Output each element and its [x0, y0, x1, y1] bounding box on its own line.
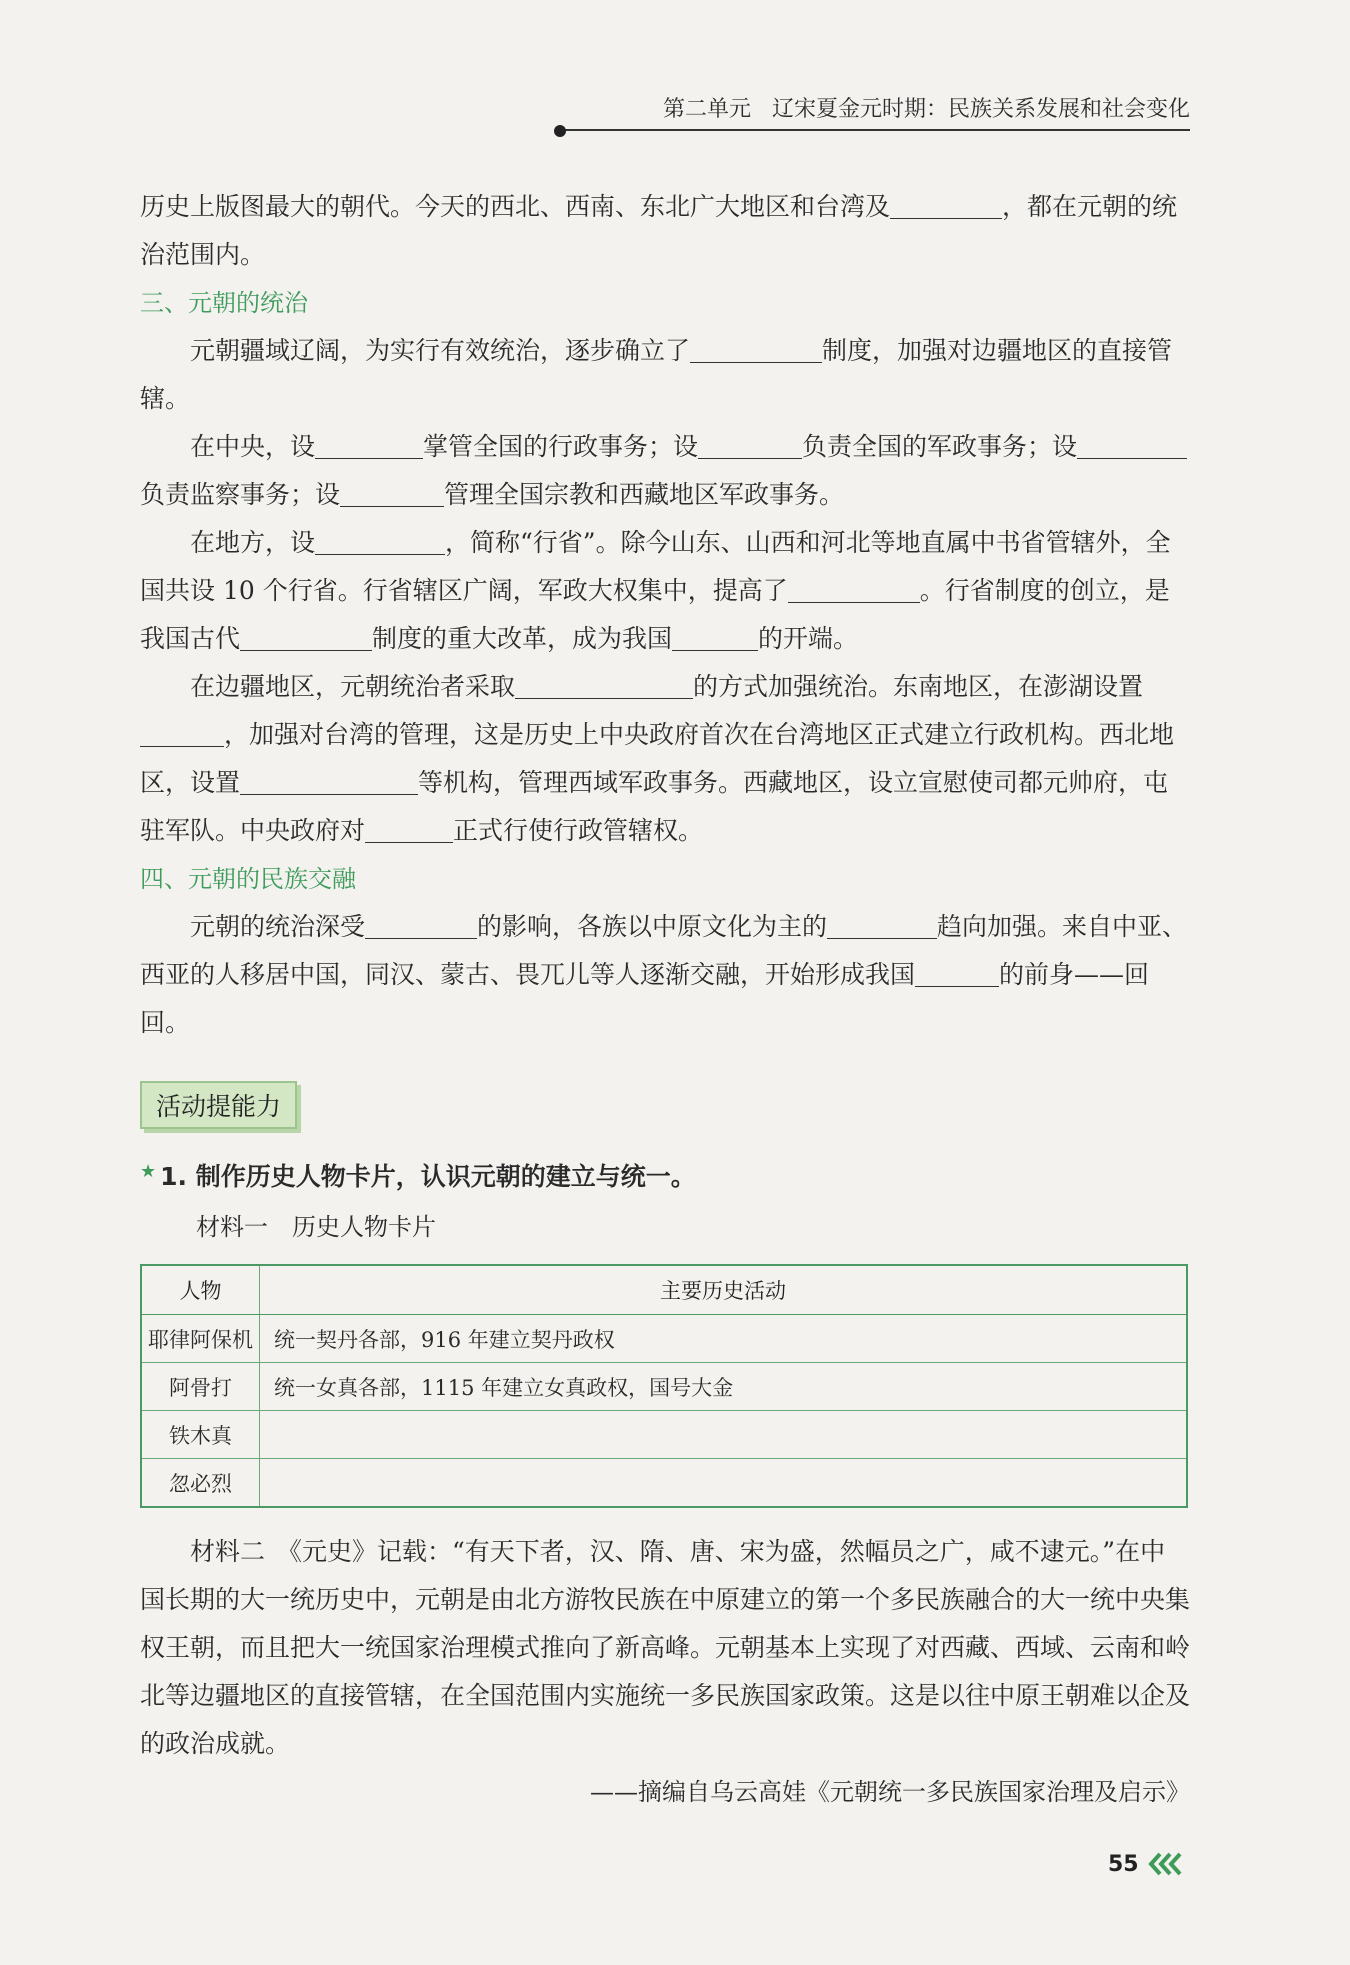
- figure-name: 铁木真: [141, 1411, 260, 1459]
- fill-blank[interactable]: [340, 478, 444, 507]
- fill-blank[interactable]: [698, 430, 802, 459]
- figure-activity-blank[interactable]: [260, 1459, 1188, 1508]
- fill-blank[interactable]: [140, 718, 224, 747]
- figure-name: 阿骨打: [141, 1363, 260, 1411]
- table-row: [141, 1411, 1187, 1459]
- fill-blank[interactable]: [365, 910, 477, 939]
- figure-card-table: [140, 1264, 1188, 1508]
- figure-activity: 统一契丹各部，916 年建立契丹政权: [260, 1315, 1188, 1363]
- material-1-text: 历史人物卡片: [292, 1213, 436, 1241]
- fill-blank[interactable]: [315, 526, 445, 555]
- figure-name: 忽必烈: [141, 1459, 260, 1508]
- material-2-text: 《元史》记载：“有天下者，汉、隋、唐、宋为盛，然幅员之广，咸不逮元。”在中国长期的大一统历史中，元朝是由北方游牧民族在中原建立的第一个多民族融合的大一统中央集权王朝，而且把大一统国家治理模式推向了新高峰。元朝基本上实现了对西藏、西域、云南和岭北等边疆地区的直接管辖，在全国范围内实施统一多民族国家政策。这是以往中原王朝难以企及的政治成就。: [140, 1537, 1191, 1758]
- material-2-source: ——摘编自乌云高娃《元朝统一多民族国家治理及启示》: [590, 1778, 1190, 1806]
- fill-blank[interactable]: [240, 622, 372, 651]
- double-chevron-left-icon: [1146, 1850, 1186, 1878]
- table-header-row: [141, 1265, 1187, 1315]
- paragraph-ethnic: 元朝的统治深受 的影响，各族以中原文化为主的 趋向加强。来自中亚、西亚的人移居中国，同汉、蒙古、畏兀儿等人逐渐交融，开始形成我国 的前身——回回。: [140, 912, 1188, 1037]
- paragraph-local: 在地方，设 ，简称“行省”。除今山东、山西和河北等地直属中书省管辖外，全国共设 10 个行省。行省辖区广阔，军政大权集中，提高了 。行省制度的创立，是我国古代 制度的重大改革，成为我国 的开端。: [140, 528, 1171, 653]
- material-1-label: 材料一: [196, 1213, 268, 1241]
- table-row: [141, 1315, 1187, 1363]
- fill-blank[interactable]: [315, 430, 423, 459]
- fill-blank[interactable]: [890, 190, 1002, 219]
- fill-blank[interactable]: [915, 958, 999, 987]
- question-text: 1. 制作历史人物卡片，认识元朝的建立与统一。: [160, 1162, 696, 1191]
- column-header-figure: 人物: [141, 1265, 260, 1315]
- paragraph-system: 元朝疆域辽阔，为实行有效统治，逐步确立了 制度，加强对边疆地区的直接管辖。: [140, 336, 1173, 413]
- figure-name: 耶律阿保机: [141, 1315, 260, 1363]
- fill-blank[interactable]: [365, 814, 453, 843]
- section-heading-4: 四、元朝的民族交融: [140, 865, 356, 893]
- star-icon: ★: [140, 1161, 157, 1182]
- fill-blank[interactable]: [515, 670, 693, 699]
- fill-blank[interactable]: [827, 910, 937, 939]
- unit-title: 辽宋夏金元时期：民族关系发展和社会变化: [771, 97, 1190, 122]
- figure-activity: 统一女真各部，1115 年建立女真政权，国号大金: [260, 1363, 1188, 1411]
- table-row: [141, 1363, 1187, 1411]
- fill-blank[interactable]: [788, 574, 920, 603]
- activity-badge: 活动提能力: [140, 1081, 297, 1129]
- paragraph-continuation: 历史上版图最大的朝代。今天的西北、西南、东北广大地区和台湾及 ，都在元朝的统治范围内。: [140, 192, 1178, 269]
- column-header-activity: 主要历史活动: [260, 1265, 1188, 1315]
- material-2: [140, 1528, 1190, 1768]
- material-1-title: [140, 1207, 1190, 1242]
- table-row: [141, 1459, 1187, 1508]
- main-content: [140, 183, 1190, 1816]
- page-header: [560, 92, 1190, 131]
- fill-blank[interactable]: [1077, 430, 1187, 459]
- fill-blank[interactable]: [690, 334, 822, 363]
- section-heading-3: 三、元朝的统治: [140, 289, 308, 317]
- fill-blank[interactable]: [240, 766, 418, 795]
- paragraph-frontier: 在边疆地区，元朝统治者采取 的方式加强统治。东南地区，在澎湖设置，加强对台湾的管理，这是历史上中央政府首次在台湾地区正式建立行政机构。西北地区，设置 等机构，管理西域军政事务。西藏地区，设立宣慰使司都元帅府，屯驻军队。中央政府对 正式行使行政管辖权。: [140, 672, 1175, 845]
- paragraph-central: 在中央，设 掌管全国的行政事务；设 负责全国的军政事务；设负责监察事务；设 管理全国宗教和西藏地区军政事务。: [140, 423, 1190, 519]
- unit-label: 第二单元: [662, 97, 751, 122]
- question-1: [140, 1157, 1190, 1193]
- header-dot-icon: [554, 125, 566, 137]
- page-number: 55: [1108, 1852, 1139, 1877]
- figure-activity-blank[interactable]: [260, 1411, 1188, 1459]
- fill-blank[interactable]: [672, 622, 758, 651]
- material-2-label: 材料二: [190, 1537, 266, 1566]
